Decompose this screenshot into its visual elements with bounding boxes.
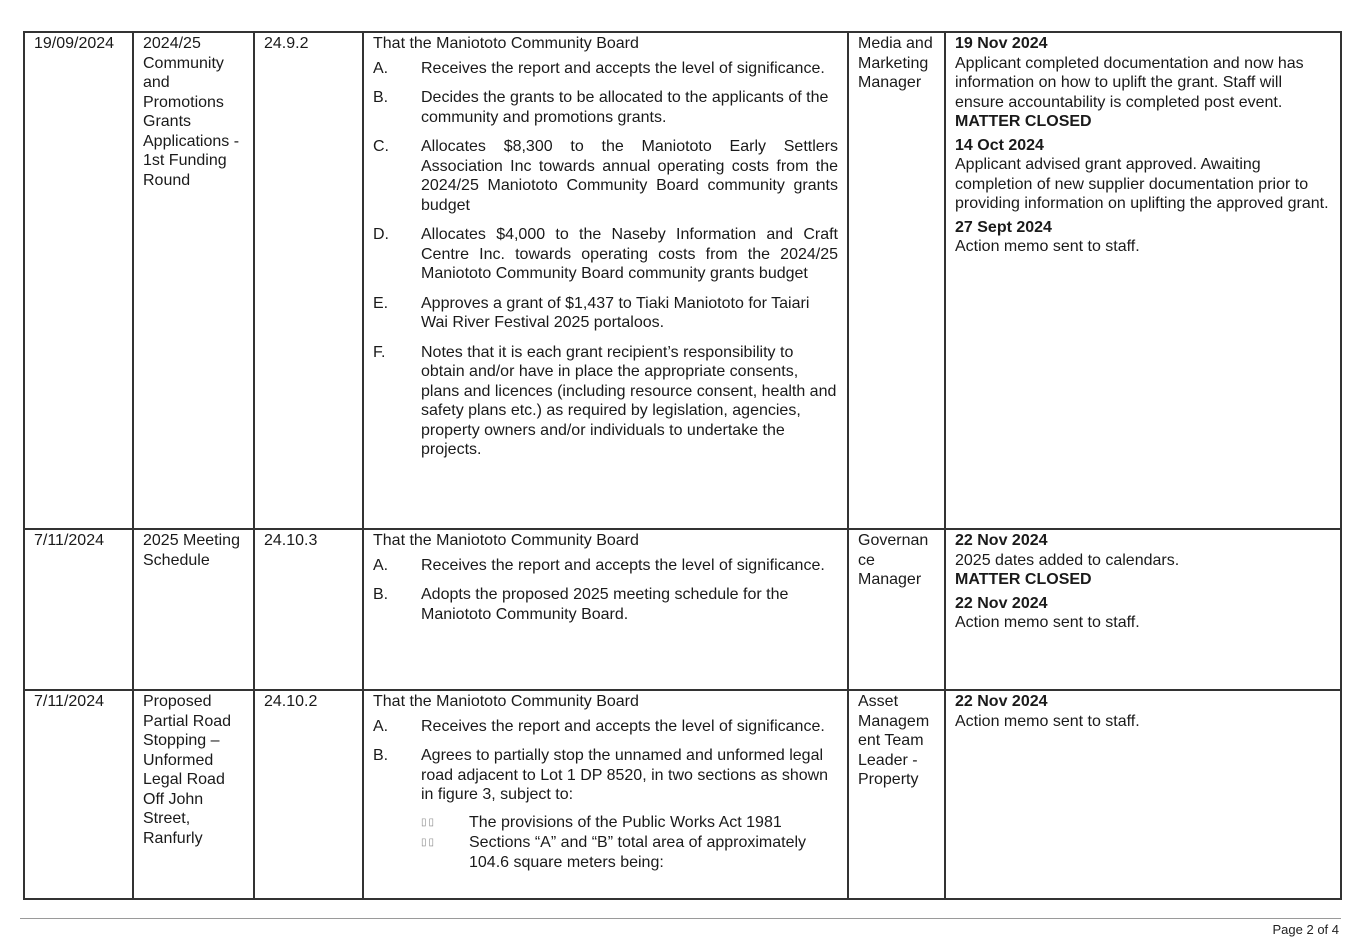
update-entry <box>955 594 1331 633</box>
resolution-clause <box>373 137 838 215</box>
clause-letter: A. <box>373 59 389 77</box>
table-row <box>24 690 1341 899</box>
update-text: Action memo sent to staff. <box>955 712 1140 730</box>
clause-letter: C. <box>373 138 389 155</box>
meeting-date: 19/09/2024 <box>24 32 133 529</box>
resolution-cell <box>363 529 848 690</box>
resolution-clause <box>373 294 838 333</box>
clause-text: Agrees to partially stop the unnamed and unformed legal road adjacent to Lot 1 DP 8520, in two sections as shown in figure 3, subject to: <box>421 747 829 803</box>
meeting-date: 7/11/2024 <box>24 690 133 899</box>
update-entry <box>955 136 1331 214</box>
subitem-text: The provisions of the Public Works Act 1981 <box>469 813 782 831</box>
resolution-clause <box>373 88 838 127</box>
action-updates <box>945 32 1341 529</box>
resolution-cell <box>363 32 848 529</box>
footer-divider <box>20 918 1341 919</box>
clause-letter: B. <box>373 586 389 603</box>
clause-letter: A. <box>373 717 389 735</box>
update-entry <box>955 34 1331 132</box>
update-entry <box>955 692 1331 731</box>
update-date: 19 Nov 2024 <box>955 35 1048 52</box>
responsible-officer: Asset Managem ent Team Leader - Property <box>848 690 945 899</box>
clause-text: Adopts the proposed 2025 meeting schedule for the Maniototo Community Board. <box>421 586 789 623</box>
resolution-cell <box>363 690 848 899</box>
meeting-date: 7/11/2024 <box>24 529 133 690</box>
update-text: 2025 dates added to calendars. <box>955 551 1180 569</box>
clause-letter: B. <box>373 747 389 764</box>
clause-text: Allocates $4,000 to the Naseby Information and Craft Centre Inc. towards operating costs from the 2024/25 Maniototo Community Board community grants budget <box>421 226 838 282</box>
clause-letter: B. <box>373 89 389 106</box>
report-title: 2025 Meeting Schedule <box>133 529 254 690</box>
clause-text: Receives the report and accepts the level of significance. <box>421 59 825 77</box>
resolution-clause <box>373 585 838 624</box>
clause-subitems <box>421 813 838 873</box>
update-entry <box>955 531 1331 590</box>
actions-table <box>23 31 1342 900</box>
clause-text: Receives the report and accepts the level of significance. <box>421 556 825 574</box>
matter-closed-label: MATTER CLOSED <box>955 571 1092 588</box>
report-title: Proposed Partial Road Stopping – Unformed Legal Road Off John Street, Ranfurly <box>133 690 254 899</box>
bullet-glyph-icon: ▯▯ <box>421 816 437 828</box>
resolution-intro: That the Maniototo Community Board <box>373 35 639 52</box>
clause-text: Allocates $8,300 to the Maniototo Early Settlers Association Inc towards annual operating costs from the 2024/25 Maniototo Community Board community grants budget <box>421 138 838 214</box>
update-date: 22 Nov 2024 <box>955 532 1048 549</box>
list-item <box>421 813 838 833</box>
update-entry <box>955 218 1331 257</box>
clause-text: Receives the report and accepts the level of significance. <box>421 717 825 735</box>
resolution-ref: 24.10.2 <box>254 690 363 899</box>
action-updates <box>945 690 1341 899</box>
resolution-clause <box>373 343 838 460</box>
resolution-clause <box>373 225 838 284</box>
update-text: Applicant completed documentation and now has information on how to uplift the grant. Staff will ensure accountability is completed post event. <box>955 54 1304 111</box>
resolution-clause <box>373 746 838 872</box>
resolution-ref: 24.9.2 <box>254 32 363 529</box>
table-row <box>24 529 1341 690</box>
bullet-glyph-icon: ▯▯ <box>421 837 437 848</box>
clause-letter: D. <box>373 226 389 243</box>
update-text: Action memo sent to staff. <box>955 238 1140 255</box>
update-date: 14 Oct 2024 <box>955 136 1044 154</box>
action-updates <box>945 529 1341 690</box>
clause-text: Decides the grants to be allocated to the applicants of the community and promotions grants. <box>421 89 829 126</box>
matter-closed-label: MATTER CLOSED <box>955 113 1092 130</box>
resolution-ref: 24.10.3 <box>254 529 363 690</box>
subitem-text: Sections “A” and “B” total area of approximately 104.6 square meters being: <box>469 834 807 871</box>
responsible-officer: Governan ce Manager <box>848 529 945 690</box>
table-row <box>24 32 1341 529</box>
resolution-intro: That the Maniototo Community Board <box>373 532 639 549</box>
resolution-clause <box>373 717 838 737</box>
page-number: Page 2 of 4 <box>1272 922 1339 937</box>
clause-text: Notes that it is each grant recipient’s responsibility to obtain and/or have in place the appropriate consents, plans and licences (including resource consent, health and safety plans etc.) as required by legislation, agencies, property owners and/or individuals to undertake the projects. <box>421 343 837 458</box>
resolution-clause <box>373 556 838 576</box>
update-text: Action memo sent to staff. <box>955 614 1140 631</box>
report-title: 2024/25 Community and Promotions Grants Applications - 1st Funding Round <box>133 32 254 529</box>
resolution-intro: That the Maniototo Community Board <box>373 693 639 710</box>
responsible-officer: Media and Marketing Manager <box>848 32 945 529</box>
resolution-clause <box>373 59 838 79</box>
clause-letter: F. <box>373 343 386 361</box>
clause-letter: E. <box>373 294 389 312</box>
update-date: 27 Sept 2024 <box>955 218 1052 236</box>
update-date: 22 Nov 2024 <box>955 693 1048 710</box>
list-item <box>421 833 838 872</box>
clause-text: Approves a grant of $1,437 to Tiaki Maniototo for Taiari Wai River Festival 2025 portaloos. <box>421 294 810 331</box>
update-text: Applicant advised grant approved. Awaiting completion of new supplier documentation prior to providing information on uplifting the approved grant. <box>955 156 1329 212</box>
clause-letter: A. <box>373 556 389 574</box>
update-date: 22 Nov 2024 <box>955 594 1048 612</box>
